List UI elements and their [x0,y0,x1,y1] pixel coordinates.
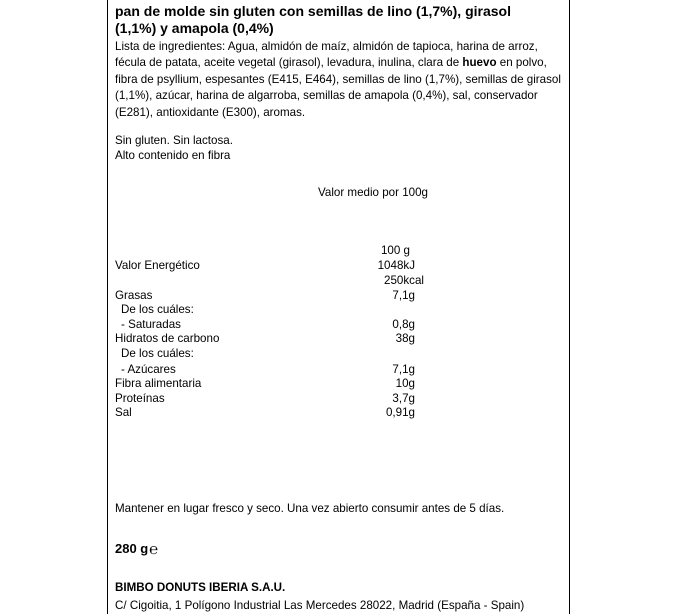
net-weight-value: 280 g [115,541,149,556]
ingredients-text-2: en polvo, fibra de psyllium, espesantes (E415, E464), semillas de lino (1,7%), semillas de girasol (1,1%), azúcar, harina de algarroba, semillas de amapola (0,4%), sal, conservador (E281), antioxidante (E300), aromas. [115,56,561,119]
nutrition-row [115,317,415,332]
claim-fibre: Alto contenido en fibra [115,149,231,162]
nutrition-row [115,362,415,377]
nutrient-label: Grasas [115,289,153,302]
ingredients-text-1: Lista de ingredientes: Agua, almidón de maíz, almidón de tapioca, harina de arroz, fécula de patata, aceite vegetal (girasol), levadura, inulina, clara de [115,40,538,70]
product-title [115,3,511,37]
storage-instructions: Mantener en lugar fresco y seco. Una vez abierto consumir antes de 5 días. [115,502,505,515]
nutrient-label: - Azúcares [121,363,176,376]
net-weight [115,541,158,556]
estimated-sign-icon: ℮ [149,541,159,558]
nutrient-label: - Saturadas [121,318,181,331]
nutrition-row [115,288,415,303]
product-title-line-2: (1,1%) y amapola (0,4%) [115,20,274,36]
ingredients-list [115,39,565,121]
allergen-egg: huevo [462,56,497,70]
claim-gluten-lactose: Sin gluten. Sin lactosa. [115,134,233,147]
nutrient-label: Proteínas [115,392,165,405]
nutrient-label: Fibra alimentaria [115,377,202,390]
manufacturer-name: BIMBO DONUTS IBERIA S.A.U. [115,581,286,594]
energy-label: Valor Energético [115,259,200,272]
nutrient-label: Sal [115,406,132,419]
nutrition-heading: Valor medio por 100g [318,186,428,199]
nutrient-label: Hidratos de carbono [115,332,220,345]
nutrition-row [115,391,415,406]
nutrient-value: 0,91g [385,406,415,419]
nutrient-label: De los cuáles: [121,347,194,360]
nutrient-label: De los cuáles: [121,303,194,316]
nutrition-row [115,376,415,391]
nutrition-row [115,331,415,346]
nutrition-row [115,346,415,361]
nutrition-row [115,302,415,317]
nutrition-row-energy [115,258,415,273]
energy-kcal-value: 250kcal [384,274,424,287]
nutrient-value: 7,1g [392,289,415,302]
nutrition-row-energy-kcal [115,273,424,288]
nutrient-value: 0,8g [392,318,415,331]
nutrient-value: 10g [395,377,415,390]
nutrient-value: 7,1g [392,363,415,376]
nutrient-value: 38g [395,332,415,345]
per-100g-header: 100 g [380,244,410,257]
energy-kj-value: 1048kJ [377,259,415,272]
manufacturer-address: C/ Cigoitia, 1 Polígono Industrial Las Mercedes 28022, Madrid (España - Spain) [115,599,525,612]
nutrition-column-header [115,243,415,258]
product-title-line-1: pan de molde sin gluten con semillas de lino (1,7%), girasol [115,3,511,19]
nutrition-row [115,405,415,420]
nutrient-value: 3,7g [392,392,415,405]
